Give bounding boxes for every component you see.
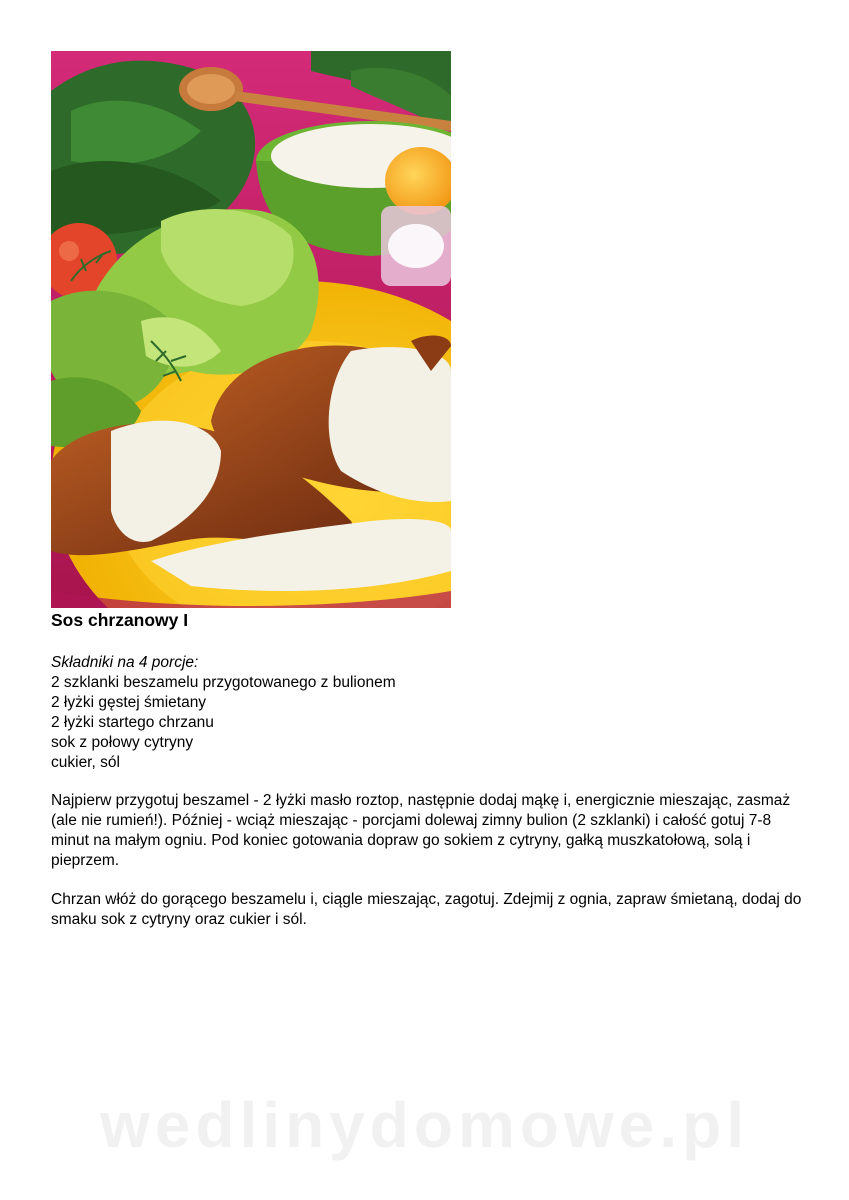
ingredients-list bbox=[51, 653, 396, 773]
recipe-photo bbox=[51, 51, 451, 608]
dish-illustration bbox=[51, 51, 451, 608]
ingredient-item: cukier, sól bbox=[51, 754, 120, 771]
ingredient-item: sok z połowy cytryny bbox=[51, 734, 194, 751]
watermark: wedlinydomowe.pl bbox=[100, 1089, 749, 1161]
ingredient-item: 2 szklanki beszamelu przygotowanego z bulionem bbox=[51, 674, 396, 691]
recipe-title: Sos chrzanowy I bbox=[51, 610, 189, 630]
ingredients-intro: Składniki na 4 porcje: bbox=[51, 654, 199, 671]
ingredient-item: 2 łyżki startego chrzanu bbox=[51, 714, 214, 731]
instruction-paragraph: Chrzan włóż do gorącego beszamelu i, ciągle mieszając, zagotuj. Zdejmij z ognia, zapraw śmietaną, dodaj do smaku sok z cytryny oraz cukier i sól. bbox=[51, 891, 802, 928]
instruction-paragraph: Najpierw przygotuj beszamel - 2 łyżki masło roztop, następnie dodaj mąkę i, energicznie mieszając, zasmaż (ale nie rumień!). Później - wciąż mieszając - porcjami dolewaj zimny bulion (2 szklanki) i całość gotuj 7-8 minut na małym ogniu. Pod koniec gotowania dopraw go sokiem z cytryny, gałką muszkatołową, solą i pieprzem. bbox=[51, 792, 791, 869]
ingredient-item: 2 łyżki gęstej śmietany bbox=[51, 694, 207, 711]
